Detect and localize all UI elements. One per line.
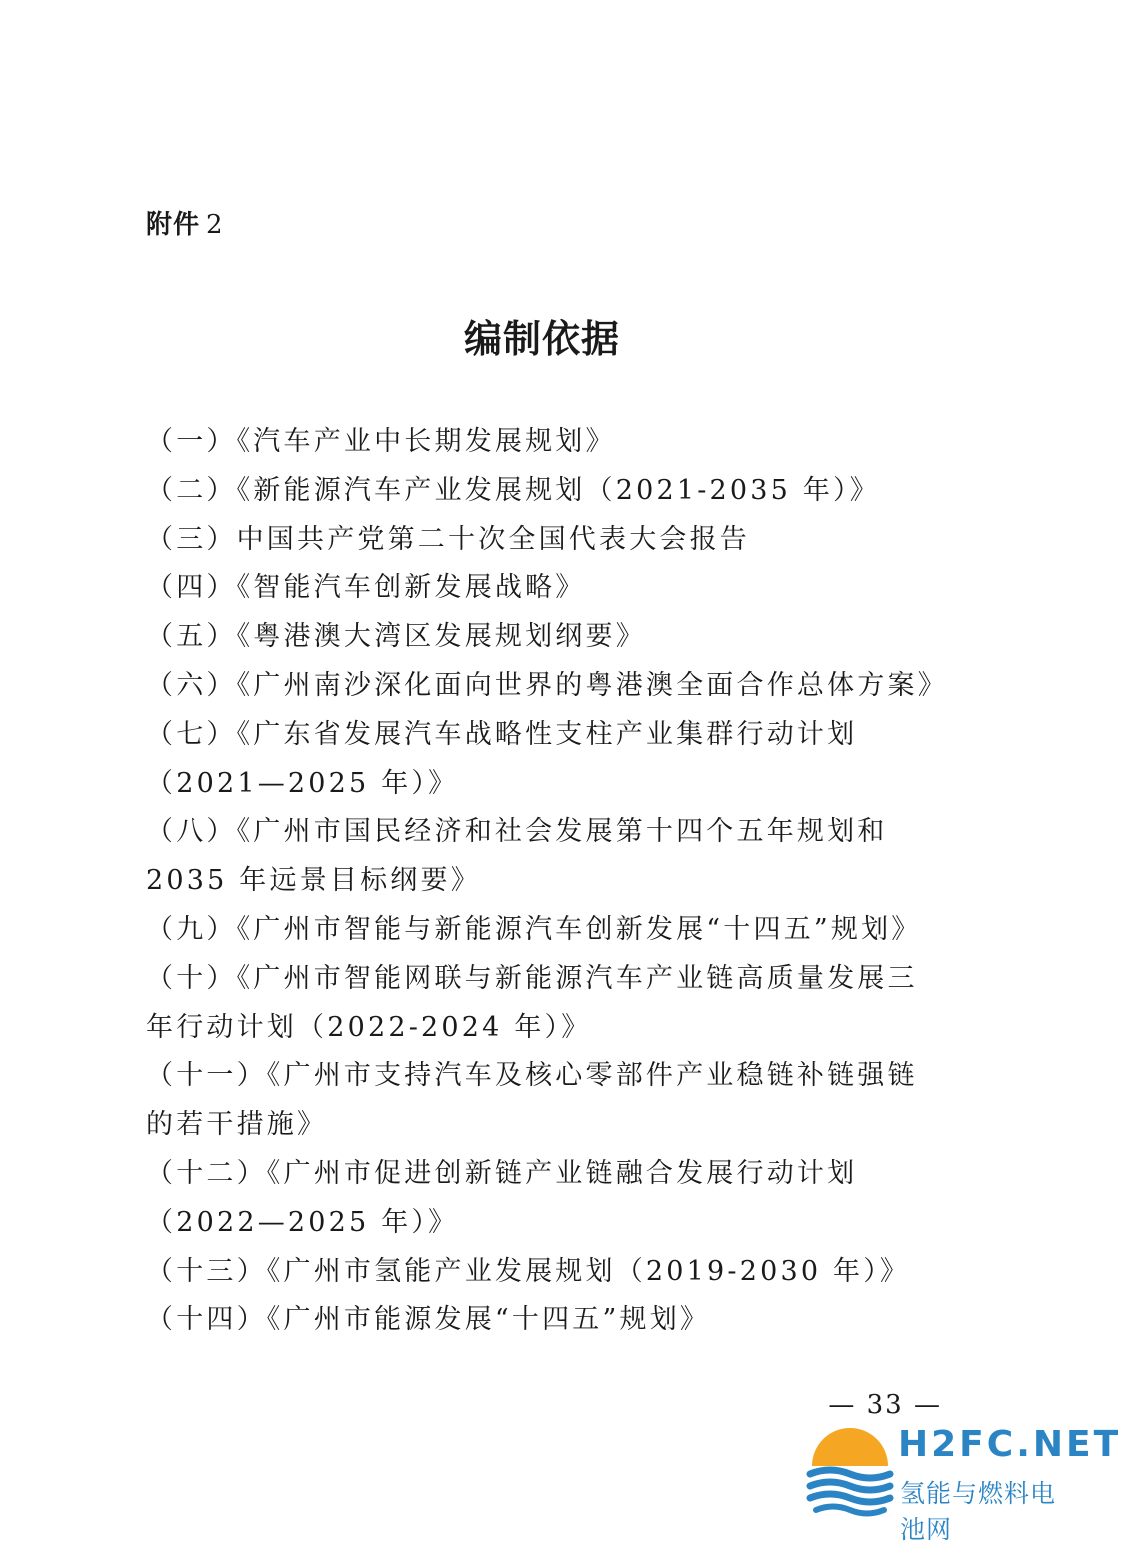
basis-list xyxy=(146,418,946,1345)
list-item: （三）中国共产党第二十次全国代表大会报告 xyxy=(146,523,750,555)
list-item: （十一）《广州市支持汽车及核心零部件产业稳链补链强链的若干措施》 xyxy=(146,1060,918,1141)
list-item: （十）《广州市智能网联与新能源汽车产业链高质量发展三年行动计划（2022-2024 年）》 xyxy=(146,962,918,1043)
page-number: — 33 — xyxy=(828,1390,942,1420)
attachment-label: 附件 xyxy=(146,210,201,240)
list-item: （九）《广州市智能与新能源汽车创新发展“十四五”规划》 xyxy=(146,913,922,945)
list-item: （一）《汽车产业中长期发展规划》 xyxy=(146,426,616,457)
watermark-subtitle: 氢能与燃料电池网 xyxy=(900,1479,1057,1544)
list-item: （十二）《广州市促进创新链产业链融合发展行动计划（2022—2025 年）》 xyxy=(146,1157,858,1238)
list-item: （十三）《广州市氢能产业发展规划（2019-2030 年）》 xyxy=(146,1255,911,1287)
list-item: （二）《新能源汽车产业发展规划（2021-2035 年）》 xyxy=(146,474,880,506)
list-item: （七）《广东省发展汽车战略性支柱产业集群行动计划（2021—2025 年）》 xyxy=(146,718,858,799)
list-item: （五）《粤港澳大湾区发展规划纲要》 xyxy=(146,621,646,653)
list-item: （四）《智能汽车创新发展战略》 xyxy=(146,572,586,604)
watermark xyxy=(806,1418,1121,1544)
page-title: 编制依据 xyxy=(463,316,620,361)
list-item: （六）《广州南沙深化面向世界的粤港澳全面合作总体方案》 xyxy=(146,669,948,701)
list-item: （十四）《广州市能源发展“十四五”规划》 xyxy=(146,1304,711,1336)
attachment-heading xyxy=(146,204,224,241)
watermark-brand: H2FC.NET xyxy=(898,1424,1121,1465)
list-item: （八）《广州市国民经济和社会发展第十四个五年规划和 2035 年远景目标纲要》 xyxy=(146,816,888,897)
sun-over-waves-logo-icon xyxy=(806,1418,894,1518)
attachment-number: 2 xyxy=(206,210,224,240)
